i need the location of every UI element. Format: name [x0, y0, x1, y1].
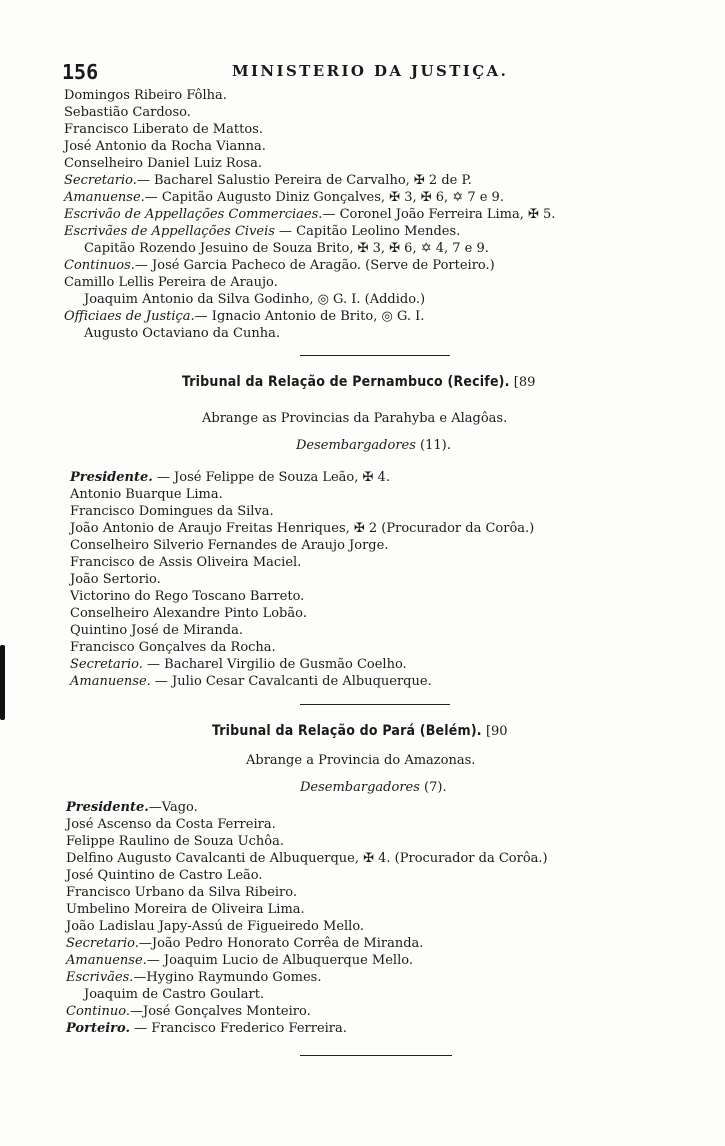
list-item: Quintino José de Miranda.: [70, 623, 243, 638]
list-item: Presidente.—Vago.: [66, 800, 198, 815]
list-item: Amanuense. — Julio Cesar Cavalcanti de Albuquerque.: [70, 674, 432, 689]
list-item: Officiaes de Justiça.— Ignacio Antonio de Brito, ◎ G. I.: [64, 309, 425, 324]
running-head: MINISTERIO DA JUSTIÇA.: [232, 62, 509, 80]
list-item: Escrivão de Appellações Commerciaes.— Coronel João Ferreira Lima, ✠ 5.: [64, 207, 556, 222]
list-item: Francisco de Assis Oliveira Maciel.: [70, 555, 302, 570]
list-item: Porteiro. — Francisco Frederico Ferreira.: [66, 1021, 347, 1036]
list-item: João Sertorio.: [70, 572, 161, 587]
list-item: Capitão Rozendo Jesuino de Souza Brito, ✠ 3, ✠ 6, ✡ 4, 7 e 9.: [84, 241, 489, 256]
desembargadores-heading: Desembargadores (11).: [296, 438, 451, 453]
list-item: Joaquim Antonio da Silva Godinho, ◎ G. I. (Addido.): [84, 292, 426, 307]
section-divider: [300, 704, 450, 705]
list-item: Francisco Domingues da Silva.: [70, 504, 274, 519]
section-title: Tribunal da Relação de Pernambuco (Recife).: [182, 374, 510, 390]
desembargadores-heading: Desembargadores (7).: [300, 780, 447, 795]
list-item: Escrivães de Appellações Civeis — Capitão Leolino Mendes.: [64, 224, 461, 239]
section-number: [90: [485, 724, 508, 739]
list-item: Augusto Octaviano da Cunha.: [84, 326, 280, 341]
list-item: Secretario.— Bacharel Salustio Pereira de Carvalho, ✠ 2 de P.: [64, 173, 472, 188]
list-item: José Ascenso da Costa Ferreira.: [66, 817, 276, 832]
list-item: João Ladislau Japy-Assú de Figueiredo Mello.: [66, 919, 365, 934]
list-item: Delfino Augusto Cavalcanti de Albuquerque, ✠ 4. (Procurador da Corôa.): [66, 851, 548, 866]
section-heading: [182, 374, 535, 391]
list-item: Victorino do Rego Toscano Barreto.: [70, 589, 305, 604]
list-item: Continuo.—José Gonçalves Monteiro.: [66, 1004, 311, 1019]
list-item: Francisco Gonçalves da Rocha.: [70, 640, 276, 655]
page-header: [62, 60, 532, 84]
list-item: José Antonio da Rocha Vianna.: [64, 139, 266, 154]
page-number: 156: [62, 60, 99, 84]
section-divider: [300, 355, 450, 356]
list-item: Amanuense.— Capitão Augusto Diniz Gonçalves, ✠ 3, ✠ 6, ✡ 7 e 9.: [64, 190, 504, 205]
section-divider: [300, 1055, 452, 1056]
list-item: Felippe Raulino de Souza Uchôa.: [66, 834, 284, 849]
list-item: Conselheiro Alexandre Pinto Lobão.: [70, 606, 307, 621]
list-item: Escrivães.—Hygino Raymundo Gomes.: [66, 970, 322, 985]
list-item: Francisco Liberato de Mattos.: [64, 122, 263, 137]
list-item: Domingos Ribeiro Fôlha.: [64, 88, 227, 103]
list-item: Camillo Lellis Pereira de Araujo.: [64, 275, 278, 290]
list-item: Continuos.— José Garcia Pacheco de Aragão. (Serve de Porteiro.): [64, 258, 495, 273]
list-item: José Quintino de Castro Leão.: [66, 868, 263, 883]
section-scope: Abrange a Provincia do Amazonas.: [246, 753, 476, 768]
list-item: Joaquim de Castro Goulart.: [84, 987, 265, 1002]
list-item: Presidente. — José Felippe de Souza Leão, ✠ 4.: [70, 470, 390, 485]
section-title: Tribunal da Relação do Pará (Belém).: [212, 723, 482, 739]
section-heading: [212, 723, 508, 740]
list-item: Secretario.—João Pedro Honorato Corrêa de Miranda.: [66, 936, 424, 951]
list-item: Umbelino Moreira de Oliveira Lima.: [66, 902, 305, 917]
page-edge-mark: [0, 645, 5, 720]
list-item: Amanuense.— Joaquim Lucio de Albuquerque Mello.: [66, 953, 413, 968]
list-item: Conselheiro Daniel Luiz Rosa.: [64, 156, 263, 171]
section-scope: Abrange as Provincias da Parahyba e Alagôas.: [202, 411, 508, 426]
list-item: Francisco Urbano da Silva Ribeiro.: [66, 885, 297, 900]
list-item: Antonio Buarque Lima.: [70, 487, 223, 502]
list-item: Conselheiro Silverio Fernandes de Araujo Jorge.: [70, 538, 389, 553]
list-item: Secretario. — Bacharel Virgilio de Gusmão Coelho.: [70, 657, 407, 672]
list-item: João Antonio de Araujo Freitas Henriques, ✠ 2 (Procurador da Corôa.): [70, 521, 535, 536]
section-number: [89: [513, 375, 536, 390]
list-item: Sebastião Cardoso.: [64, 105, 191, 120]
